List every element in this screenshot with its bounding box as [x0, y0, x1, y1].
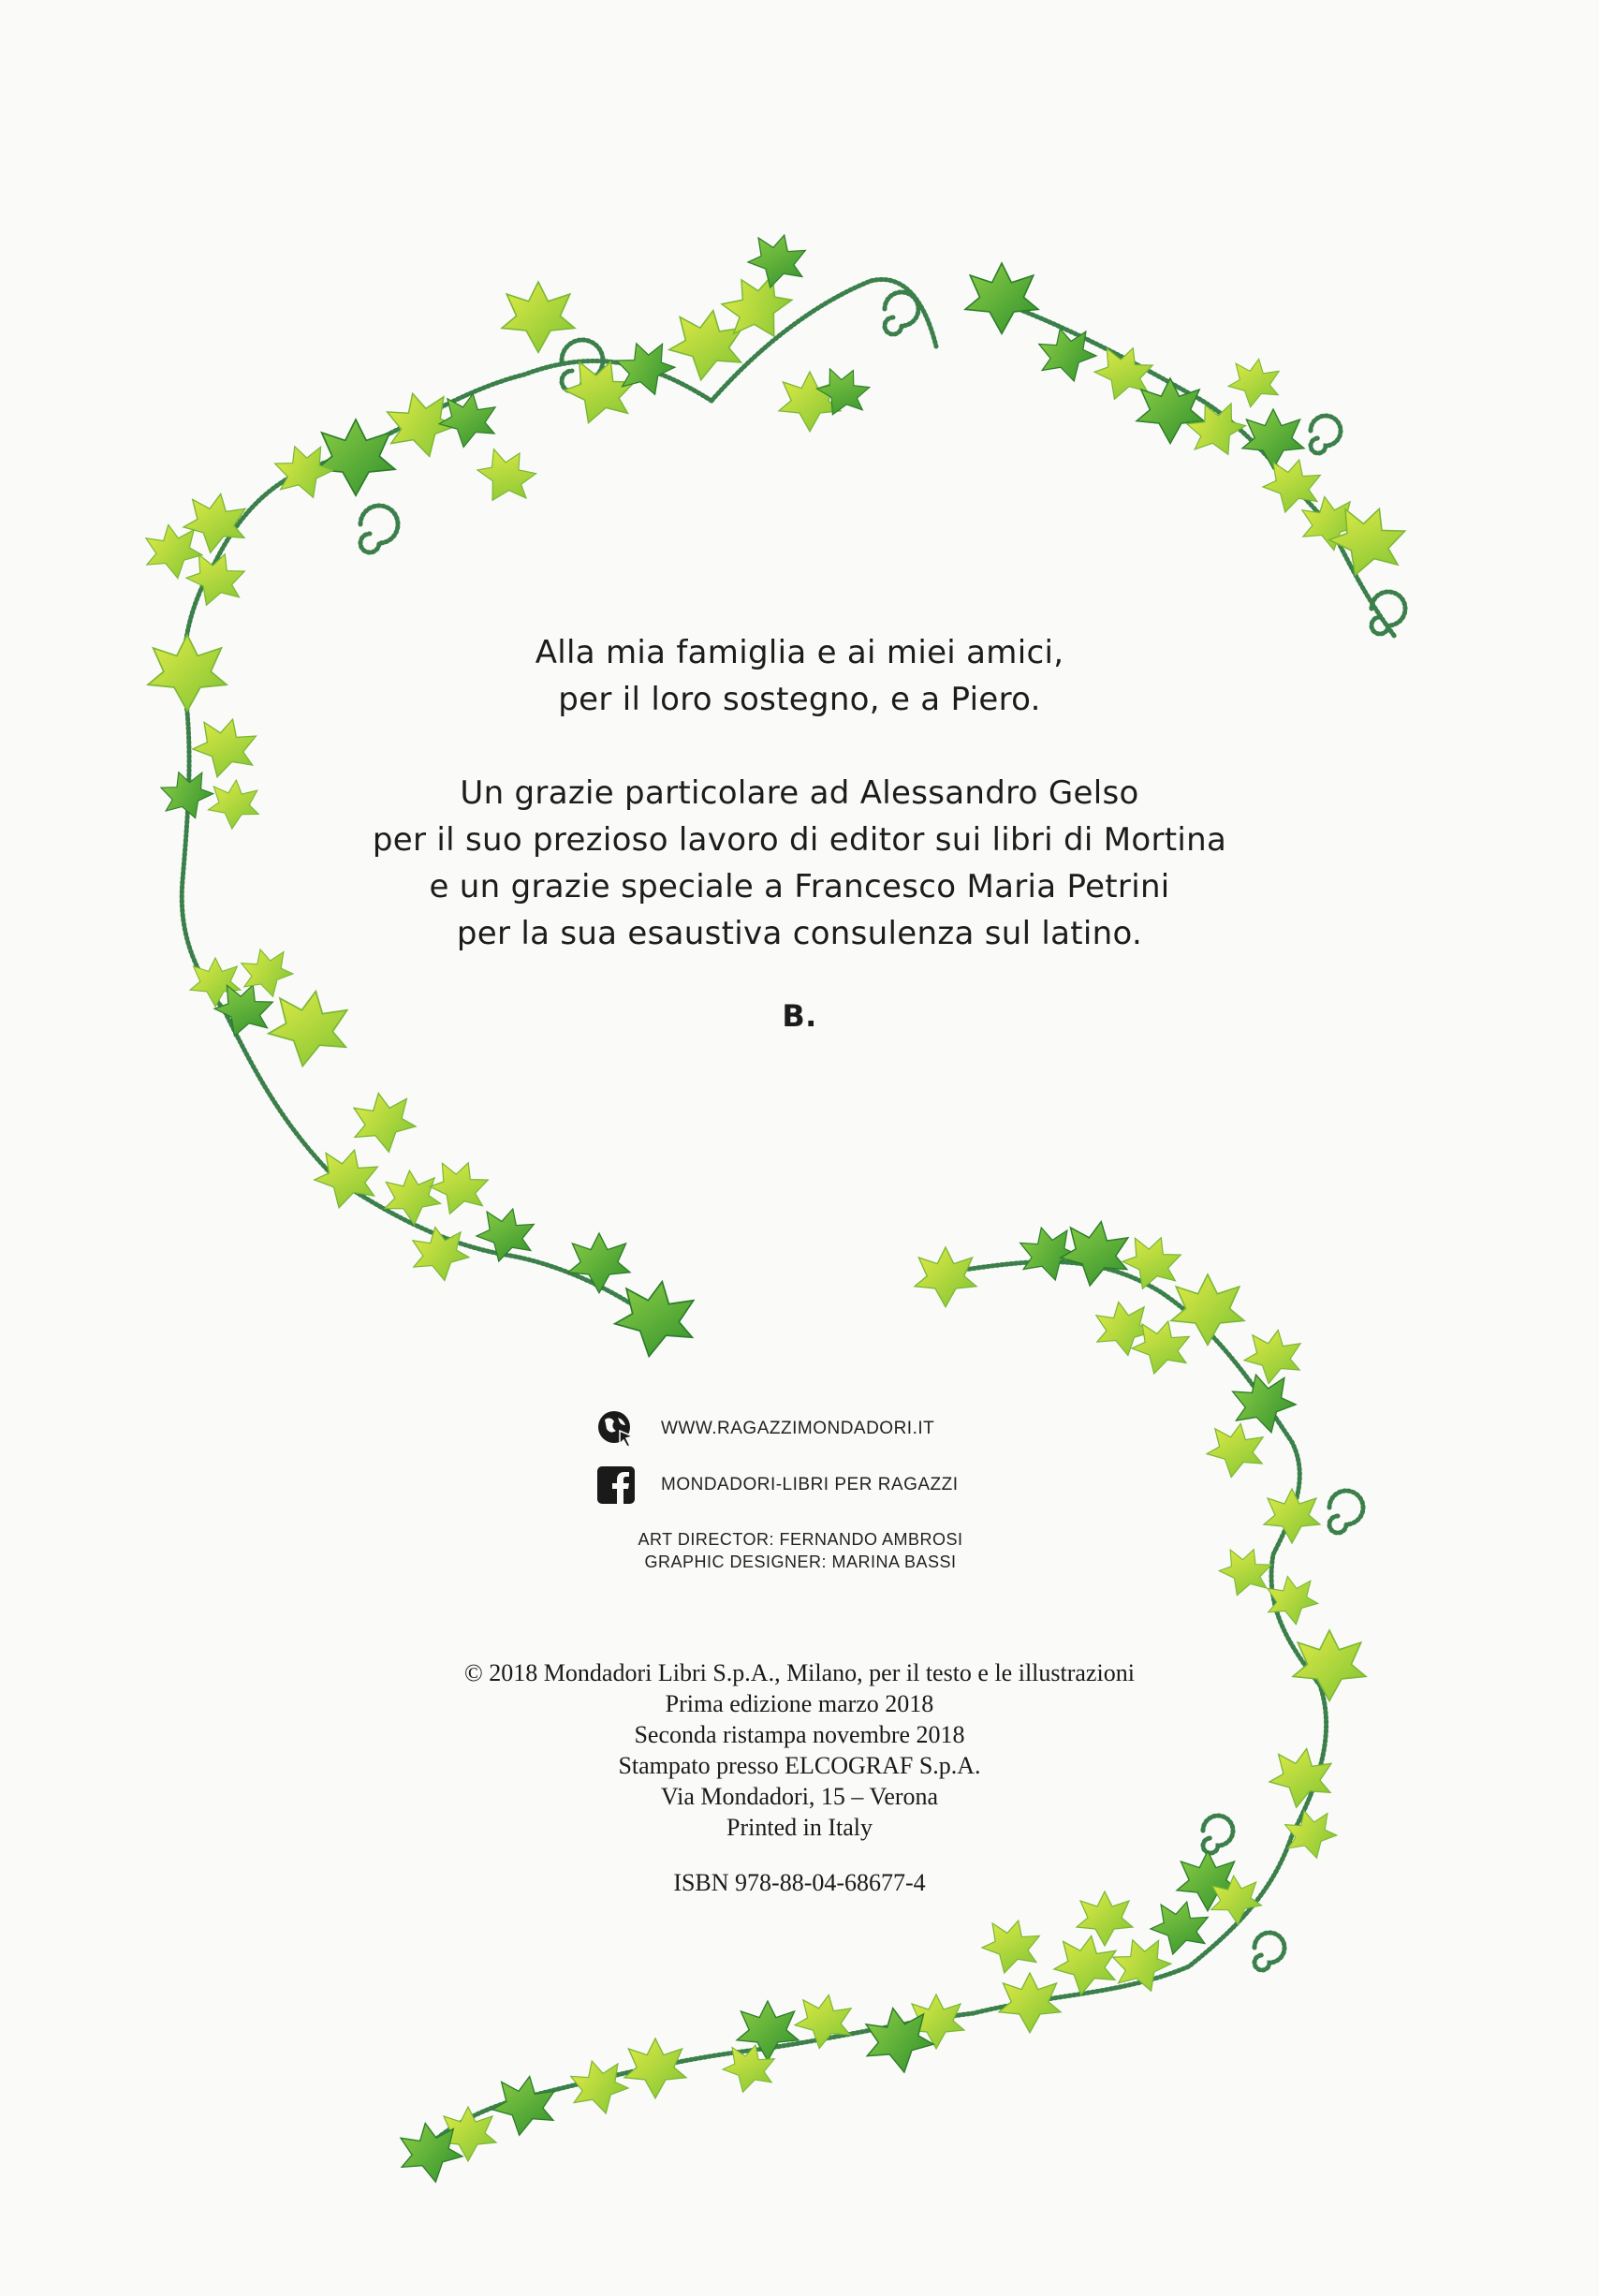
ivy-leaf — [423, 1154, 494, 1224]
ivy-leaf — [1266, 1744, 1337, 1813]
ivy-leaf — [316, 419, 395, 495]
ivy-leaf — [610, 1274, 701, 1363]
colophon-line: Stampato presso ELCOGRAF S.p.A. — [618, 1752, 981, 1779]
ivy-leaf — [1107, 1931, 1178, 2001]
colophon-line: Prima edizione marzo 2018 — [665, 1690, 934, 1717]
links-block — [595, 1401, 1082, 1513]
ivy-leaf — [381, 1168, 442, 1227]
ivy-leaf — [915, 1247, 976, 1307]
ivy-leaf — [1280, 1804, 1342, 1864]
ivy-leaf — [468, 439, 544, 514]
ivy-leaf — [489, 2071, 560, 2141]
vine-tendril — [1329, 1491, 1363, 1533]
ivy-leaf — [624, 2038, 686, 2098]
ivy-leaf — [999, 1973, 1061, 2033]
globe-cursor-icon — [595, 1408, 637, 1450]
dedication-line: per il loro sostegno, e a Piero. — [558, 681, 1041, 718]
colophon-line: © 2018 Mondadori Libri S.p.A., Milano, per il testo e le illustrazioni — [464, 1659, 1135, 1686]
ivy-leaf — [1264, 1489, 1320, 1543]
ivy-leaf — [977, 1913, 1046, 1980]
vine-tendril — [1254, 1933, 1284, 1970]
ivy-leaf — [568, 1233, 630, 1293]
vine-tendril — [360, 506, 398, 552]
ivy-leaf — [743, 228, 812, 295]
isbn: ISBN 978-88-04-68677-4 — [673, 1869, 926, 1896]
dedication-line: per la sua esaustiva consulenza sul latino. — [456, 915, 1143, 952]
ivy-leaf — [1057, 1215, 1135, 1291]
facebook-link[interactable]: MONDADORI-LIBRI PER RAGAZZI — [661, 1475, 959, 1494]
ivy-leaf — [1204, 1419, 1269, 1482]
signature: B. — [782, 998, 817, 1034]
colophon — [331, 1657, 1268, 1898]
website-row[interactable] — [595, 1401, 1082, 1457]
colophon-line: Via Mondadori, 15 – Verona — [660, 1783, 939, 1810]
ivy-leaf — [1225, 355, 1284, 412]
vine-tendril — [885, 292, 918, 334]
ivy-leaf — [407, 1222, 472, 1286]
ivy-leaf — [1137, 378, 1204, 444]
ivy-leaf — [1077, 1891, 1133, 1946]
art-director-credit: ART DIRECTOR: FERNANDO AMBROSI — [638, 1530, 963, 1549]
ivy-leaf — [148, 635, 227, 711]
colophon-line: Printed in Italy — [726, 1814, 873, 1841]
dedication-line: Alla mia famiglia e ai miei amici, — [535, 634, 1064, 671]
ivy-leaf — [348, 1088, 419, 1157]
dedication — [238, 629, 1361, 1039]
website-link[interactable]: WWW.RAGAZZIMONDADORI.IT — [661, 1419, 935, 1438]
dedication-line: Un grazie particolare ad Alessandro Gelso — [460, 774, 1139, 812]
ivy-leaf — [436, 389, 501, 452]
graphic-designer-credit: GRAPHIC DESIGNER: MARINA BASSI — [644, 1553, 957, 1571]
dedication-line: per il suo prezioso lavoro di editor sui libri di Mortina — [372, 821, 1227, 859]
ivy-leaf — [965, 263, 1038, 333]
ivy-leaf — [1213, 1540, 1278, 1604]
ivy-leaf — [565, 2053, 633, 2121]
facebook-row[interactable] — [595, 1457, 1082, 1513]
vine-tendril — [1311, 416, 1341, 453]
dedication-line: e un grazie speciale a Francesco Maria Petrini — [429, 868, 1170, 905]
credits — [524, 1528, 1077, 1573]
colophon-line: Seconda ristampa novembre 2018 — [634, 1721, 965, 1748]
facebook-icon — [595, 1464, 637, 1506]
ivy-leaf — [502, 282, 575, 352]
